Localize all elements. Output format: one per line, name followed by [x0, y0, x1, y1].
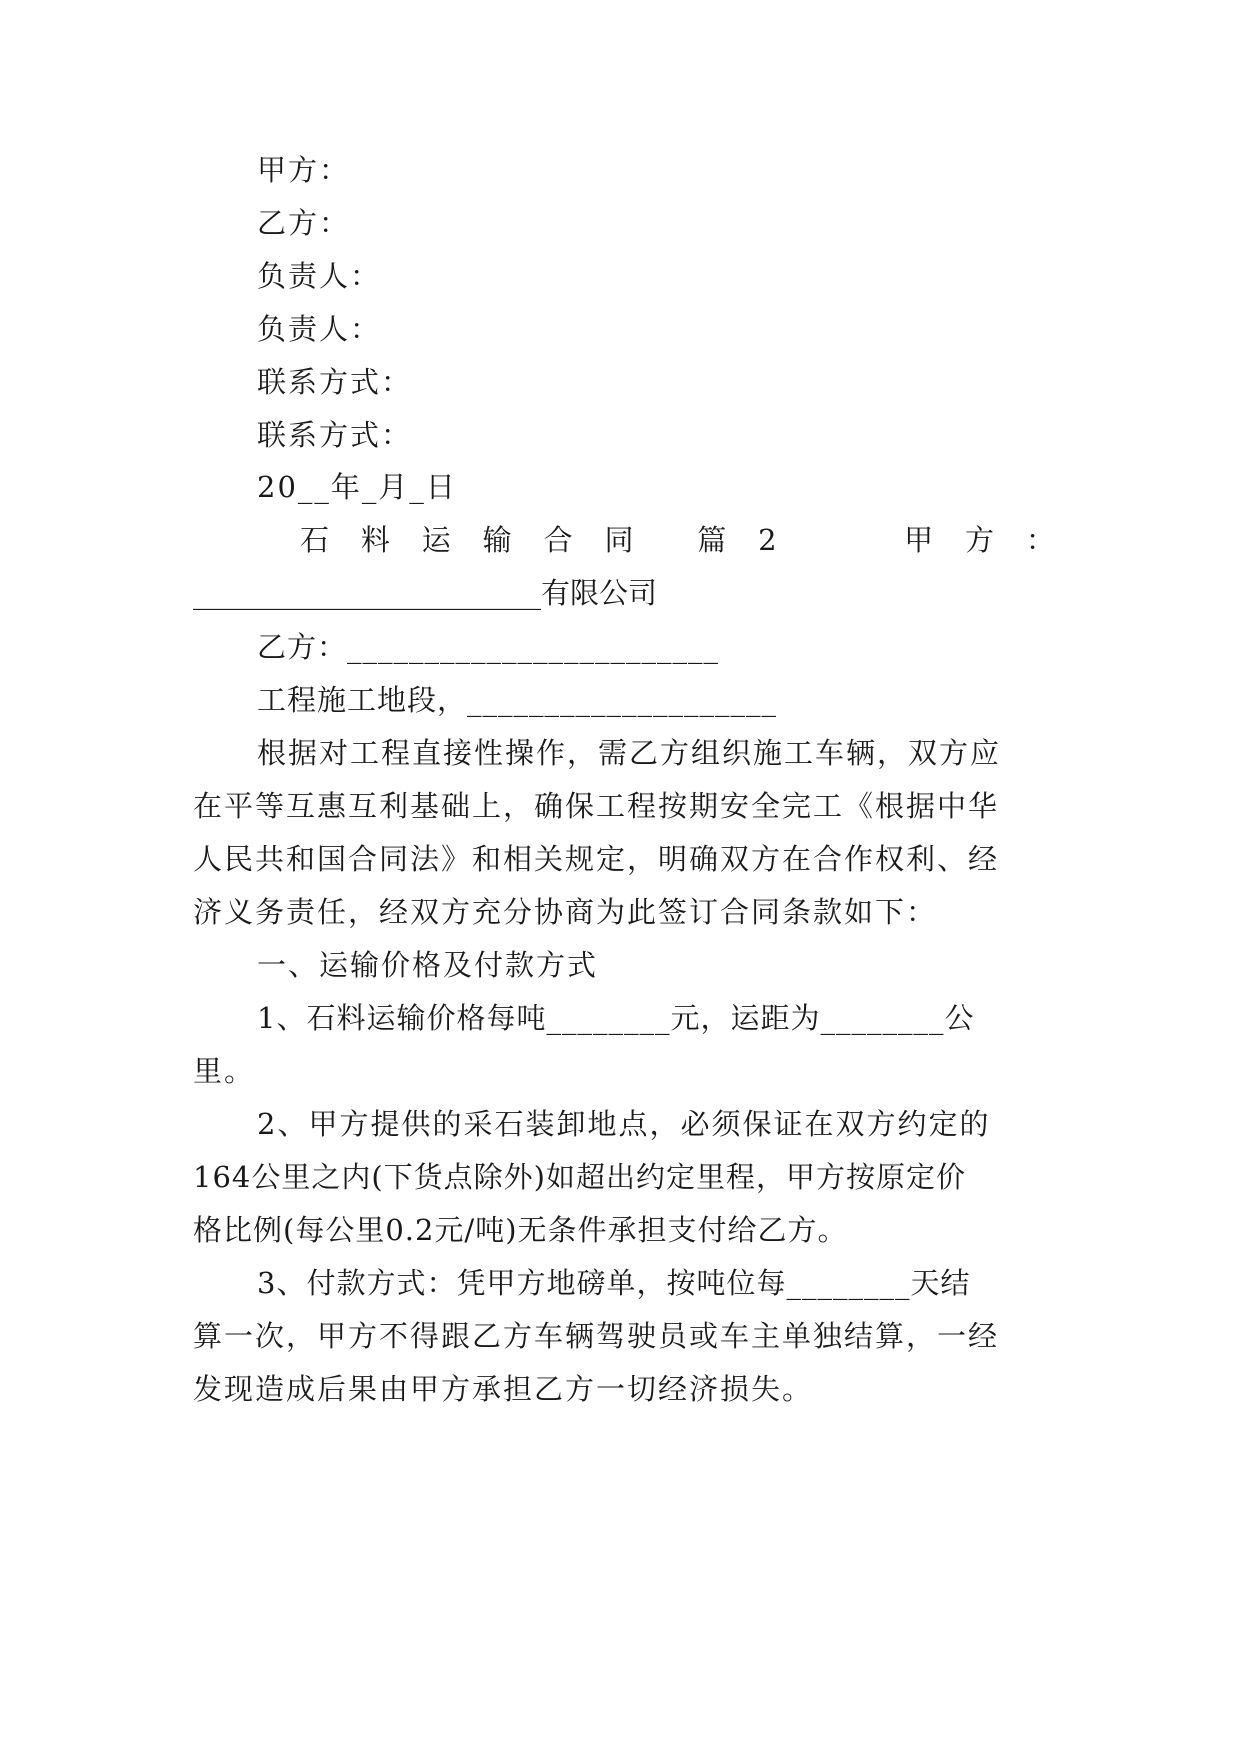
title-char: 输	[482, 523, 512, 557]
intro-para-line: 人民共和国合同法》和相关规定，明确双方在合作权利、经	[193, 842, 1000, 876]
date-line: 20__年_月_日	[257, 470, 457, 504]
item-1-line: 里。	[193, 1054, 256, 1088]
title-char: 甲	[904, 523, 934, 557]
title-char: 方	[964, 523, 994, 557]
party-b-label: 乙方：	[257, 206, 351, 240]
party-a-label: 甲方：	[257, 153, 351, 187]
title-char: 运	[421, 523, 451, 557]
section-1-heading: 一、运输价格及付款方式	[257, 948, 599, 982]
item-2-line: 格比例(每公里0.2元/吨)无条件承担支付给乙方。	[193, 1213, 848, 1247]
contact-a-label: 联系方式：	[257, 365, 413, 399]
party-b-blank-line: 乙方：________________________	[257, 630, 720, 664]
item-2-line: 164公里之内(下货点除外)如超出约定里程，甲方按原定价	[193, 1160, 966, 1194]
item-3-line: 3、付款方式：凭甲方地磅单，按吨位每________天结	[257, 1266, 971, 1300]
intro-para-line: 济义务责任，经双方充分协商为此签订合同条款如下：	[193, 895, 938, 929]
item-3-line: 算一次，甲方不得跟乙方车辆驾驶员或车主单独结算，一经	[193, 1319, 1000, 1353]
intro-para-line: 在平等互惠互利基础上，确保工程按期安全完工《根据中华	[193, 789, 1000, 823]
title-char: 篇	[697, 523, 727, 557]
item-1-line: 1、石料运输价格每吨________元，运距为________公	[257, 1001, 975, 1035]
company-line: ________________________有限公司	[193, 576, 658, 610]
title-char: 同	[604, 523, 634, 557]
title-char: 合	[543, 523, 573, 557]
contact-b-label: 联系方式：	[257, 418, 413, 452]
contract-title-line	[300, 520, 1055, 560]
title-char: ：	[1025, 523, 1055, 557]
title-char: 石	[300, 523, 330, 557]
item-2-line: 2、甲方提供的采石装卸地点，必须保证在双方约定的	[257, 1107, 991, 1141]
construction-site-line: 工程施工地段，____________________	[257, 683, 778, 717]
intro-para-line: 根据对工程直接性操作，需乙方组织施工车辆，双方应	[257, 736, 1002, 770]
item-3-line: 发现造成后果由甲方承担乙方一切经济损失。	[193, 1372, 814, 1406]
title-char: 2	[758, 523, 777, 557]
responsible-person-b-label: 负责人：	[257, 312, 382, 346]
responsible-person-a-label: 负责人：	[257, 259, 382, 293]
title-char: 料	[360, 523, 390, 557]
